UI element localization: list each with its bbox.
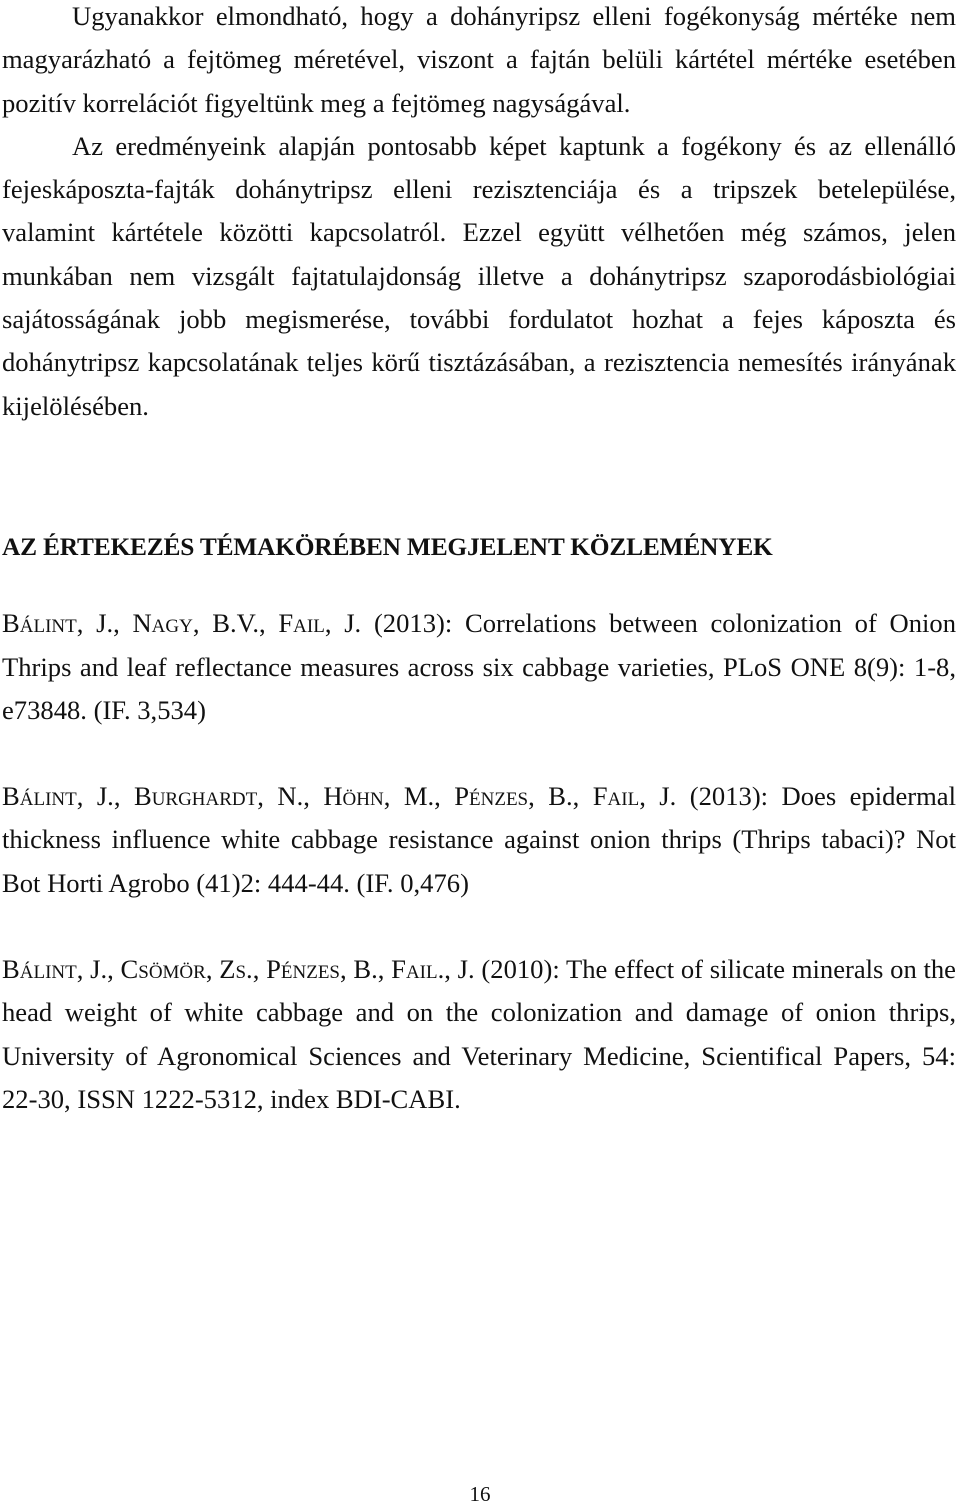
reference-details: (2013): Correlations between colonization of Onion Thrips and leaf reflectance measures across six cabbage varieties, PLoS ONE 8(9): 1-8, e73848. (IF. 3,534) [2, 608, 957, 725]
reference-details: (2010): The effect of silicate minerals on the head weight of white cabbage and on the colonization and damage of onion thrips, University of Agronomical Sciences and Veterinary Medicine, Scientifical Papers, 54: 22-30, ISSN 1222-5312, index BDI-CABI. [2, 954, 956, 1114]
body-paragraph-2: Az eredményeink alapján pontosabb képet kaptunk a fogékony és az ellenálló fejeskáposzta-fajták dohánytripsz elleni rezisztenciája és a tripszek betelepülése, valamint kártétele közötti kapcsolatról. Ezzel együtt vélhetően még számos, jelen munkában nem vizsgált fajtatulajdonság illetve a dohánytripsz szaporodásbiológiai sajátosságának jobb megismerése, további fordulatot hozhat a fejes káposzta és dohánytripsz kapcsolatának teljes körű tisztázásában, a rezisztencia nemesítés irányának kijelölésében. [2, 130, 956, 421]
reference-item [2, 948, 956, 1121]
document-page [2, 0, 956, 1164]
page-number: 16 [469, 1482, 491, 1506]
reference-item [2, 602, 956, 732]
reference-item [2, 775, 956, 905]
reference-authors: Bálint, J., Nagy, B.V., Fail, J. [2, 608, 362, 639]
reference-authors: Bálint, J., Csömör, Zs., Pénzes, B., Fail., J. [2, 954, 475, 985]
reference-authors: Bálint, J., Burghardt, N., Höhn, M., Pénzes, B., Fail, J. [2, 781, 677, 812]
section-heading: AZ ÉRTEKEZÉS TÉMAKÖRÉBEN MEGJELENT KÖZLEMÉNYEK [2, 532, 773, 561]
body-paragraph-1: Ugyanakkor elmondható, hogy a dohányripsz elleni fogékonyság mértéke nem magyarázható a fejtömeg méretével, viszont a fajtán belüli kártétel mértéke esetében pozitív korrelációt figyeltünk meg a fejtömeg nagyságával. [2, 1, 956, 118]
reference-details: (2013): Does epidermal thickness influence white cabbage resistance against onion thrips (Thrips tabaci)? Not Bot Horti Agrobo (41)2: 444-44. (IF. 0,476) [2, 781, 956, 898]
